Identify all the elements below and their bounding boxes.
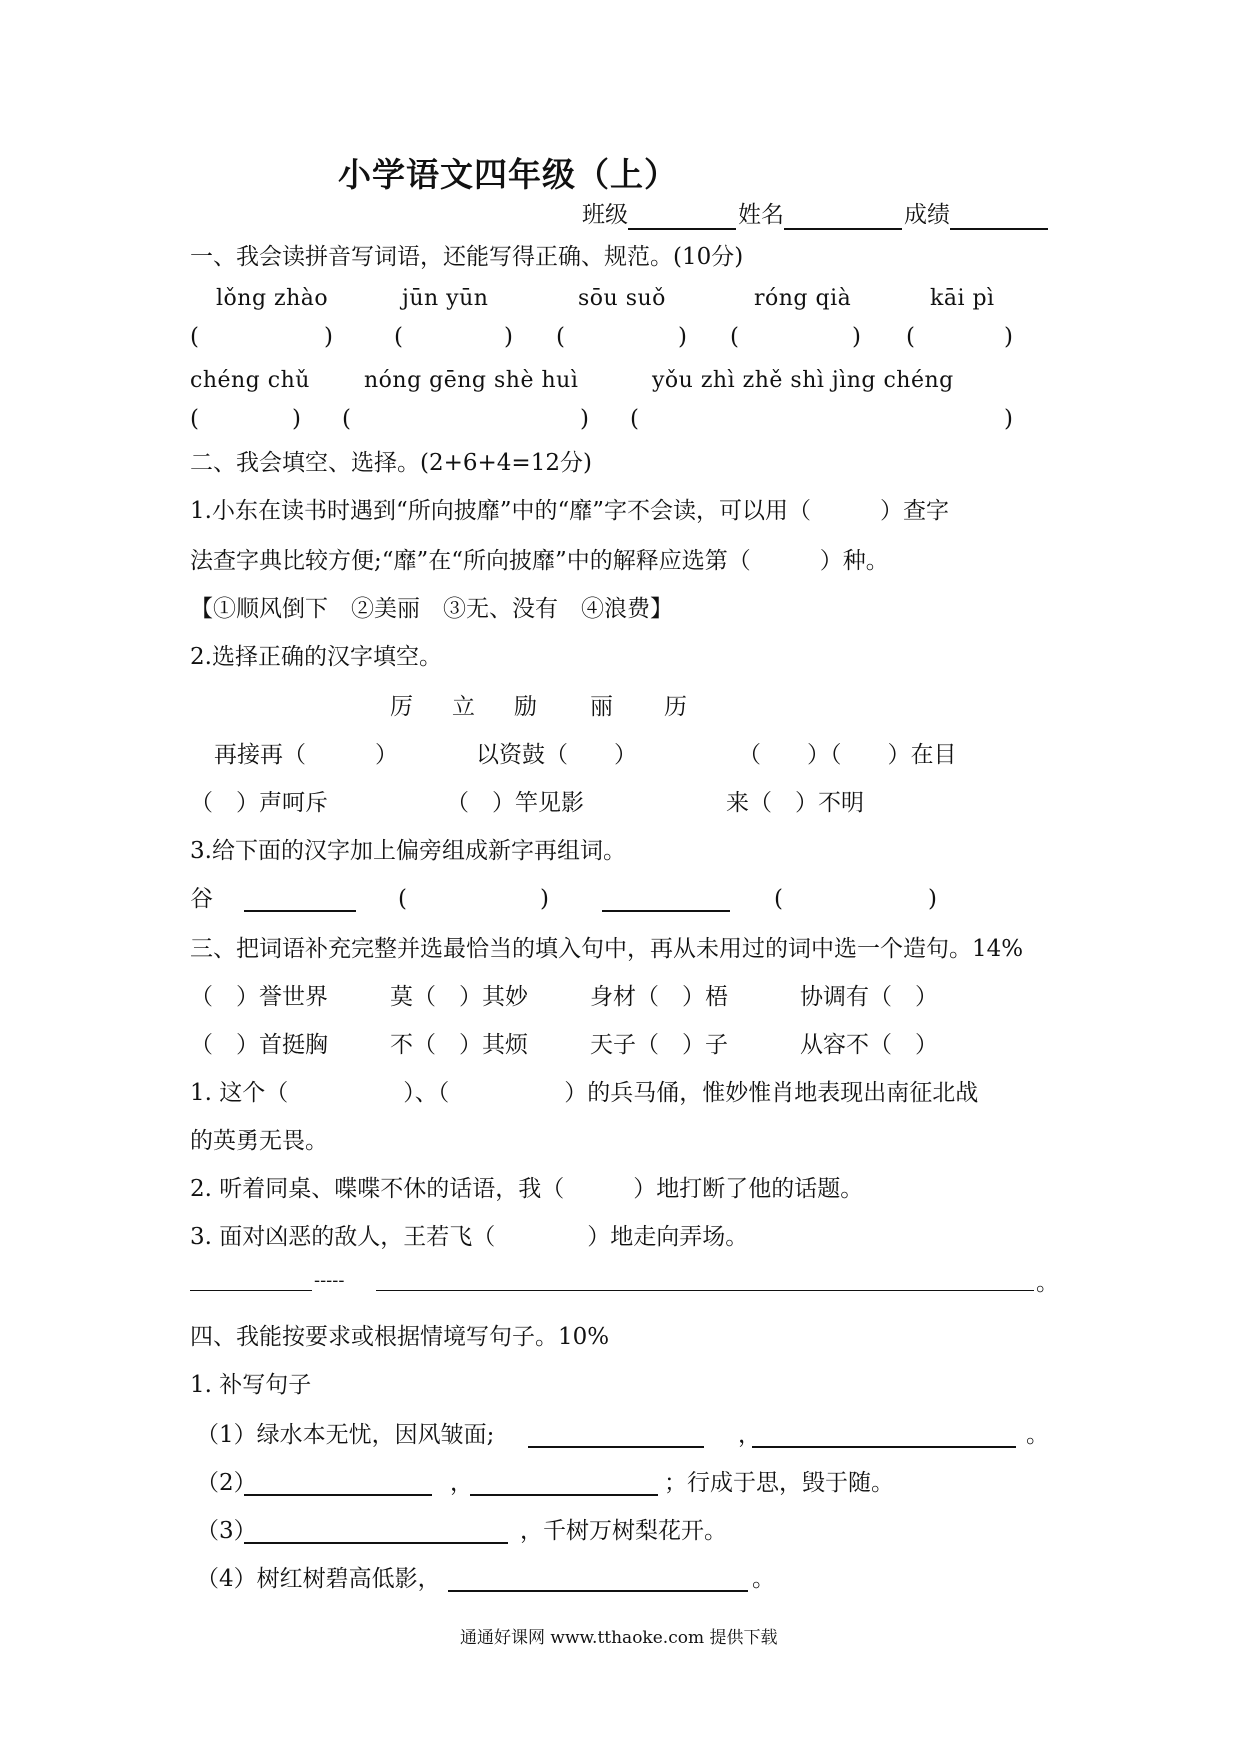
answer-bracket: ) — [1004, 406, 1013, 432]
pinyin-1: lǒng zhào — [216, 286, 329, 311]
question-2-1-line2: 法查字典比较方便;“靡”在“所向披靡”中的解释应选第（ ）种。 — [190, 548, 889, 574]
word-fill[interactable]: 从容不（ ） — [800, 1032, 938, 1058]
answer-bracket: ) — [540, 886, 549, 912]
answer-bracket: ) — [678, 324, 687, 350]
word-fill[interactable]: 身材（ ）梧 — [590, 984, 728, 1010]
answer-bracket[interactable]: ( — [774, 886, 783, 912]
poem-3-suffix: ，千树万树梨花开。 — [520, 1518, 727, 1544]
word-fill[interactable]: （ ）首挺胸 — [190, 1032, 328, 1058]
section-4-heading: 四、我能按要求或根据情境写句子。10% — [190, 1324, 610, 1350]
answer-bracket[interactable]: ( — [730, 324, 739, 350]
answer-bracket: ) — [324, 324, 333, 350]
word-fill[interactable]: 不（ ）其烦 — [390, 1032, 528, 1058]
answer-bracket[interactable]: ( — [190, 324, 199, 350]
period: 。 — [1026, 1422, 1049, 1448]
answer-bracket[interactable]: ( — [906, 324, 915, 350]
subsection-4-1: 1. 补写句子 — [190, 1372, 312, 1398]
sentence-1-line2: 的英勇无畏。 — [190, 1128, 328, 1154]
pinyin-7: nóng gēng shè huì — [364, 368, 579, 393]
answer-bracket: ) — [928, 886, 937, 912]
answer-bracket: ) — [852, 324, 861, 350]
sentence-3: 3. 面对凶恶的敌人，王若飞（ ）地走向弄场。 — [190, 1224, 749, 1250]
pinyin-3: sōu suǒ — [578, 286, 666, 311]
poem-1-prefix: （1）绿水本无忧，因风皱面; — [196, 1422, 495, 1448]
poem-blank[interactable] — [470, 1468, 658, 1496]
question-2-1-options: 【①顺风倒下 ②美丽 ③无、没有 ④浪费】 — [190, 596, 673, 622]
name-label: 姓名 — [738, 202, 784, 228]
word-fill[interactable]: 协调有（ ） — [800, 984, 938, 1010]
make-sentence-line[interactable] — [190, 1290, 312, 1291]
radical-char: 谷 — [190, 886, 213, 912]
comma: ， — [450, 1470, 473, 1496]
idiom-fill[interactable]: 再接再（ ） — [214, 742, 398, 768]
page-title: 小学语文四年级（上） — [338, 155, 678, 194]
pinyin-4: róng qià — [754, 286, 852, 311]
answer-bracket: ) — [1004, 324, 1013, 350]
char-option: 励 — [514, 694, 537, 720]
comma: ， — [738, 1422, 761, 1448]
idiom-fill[interactable]: 来（ ）不明 — [726, 790, 864, 816]
section-2-heading: 二、我会填空、选择。(2+6+4=12分) — [190, 450, 592, 476]
poem-blank[interactable] — [448, 1564, 748, 1592]
sentence-2: 2. 听着同桌、喋喋不休的话语，我（ ）地打断了他的话题。 — [190, 1176, 864, 1202]
answer-bracket[interactable]: ( — [190, 406, 199, 432]
score-blank[interactable] — [950, 204, 1048, 230]
make-sentence-line[interactable] — [376, 1290, 1034, 1291]
poem-blank[interactable] — [244, 1468, 432, 1496]
section-1-heading: 一、我会读拼音写词语，还能写得正确、规范。(10分) — [190, 244, 744, 270]
footer-text: 通通好课网 www.tthaoke.com 提供下载 — [460, 1628, 778, 1648]
pinyin-8: yǒu zhì zhě shì jìng chéng — [652, 368, 954, 393]
idiom-fill[interactable]: （ ）竿见影 — [446, 790, 584, 816]
char-option: 厉 — [390, 694, 413, 720]
poem-2-prefix: （2） — [196, 1470, 257, 1496]
poem-4-prefix: （4）树红树碧高低影， — [196, 1566, 441, 1592]
answer-bracket[interactable]: ( — [394, 324, 403, 350]
poem-blank[interactable] — [752, 1420, 1016, 1448]
pinyin-2: jūn yūn — [402, 286, 489, 311]
idiom-fill[interactable]: （ ）（ ）在目 — [738, 742, 957, 768]
answer-bracket[interactable]: ( — [398, 886, 407, 912]
class-label: 班级 — [582, 202, 628, 228]
pinyin-6: chéng chǔ — [190, 368, 310, 393]
period: 。 — [752, 1566, 775, 1592]
period: 。 — [1036, 1270, 1059, 1296]
dashes: ----- — [314, 1270, 345, 1291]
question-2-2: 2.选择正确的汉字填空。 — [190, 644, 442, 670]
word-fill[interactable]: 莫（ ）其妙 — [390, 984, 528, 1010]
class-blank[interactable] — [628, 204, 736, 230]
idiom-fill[interactable]: 以资鼓（ ） — [476, 742, 637, 768]
section-3-heading: 三、把词语补充完整并选最恰当的填入句中，再从未用过的词中选一个造句。14% — [190, 936, 1024, 962]
char-option: 立 — [452, 694, 475, 720]
answer-bracket[interactable]: ( — [342, 406, 351, 432]
score-label: 成绩 — [904, 202, 950, 228]
sentence-1-line1: 1. 这个（ ）、（ ）的兵马俑，惟妙惟肖地表现出南征北战 — [190, 1080, 979, 1106]
word-fill[interactable]: 天子（ ）子 — [590, 1032, 728, 1058]
char-option: 历 — [664, 694, 687, 720]
word-fill[interactable]: （ ）誉世界 — [190, 984, 328, 1010]
pinyin-5: kāi pì — [930, 286, 995, 311]
char-option: 丽 — [590, 694, 613, 720]
answer-bracket: ) — [580, 406, 589, 432]
question-2-1-line1: 1.小东在读书时遇到“所向披靡”中的“靡”字不会读，可以用（ ）查字 — [190, 498, 949, 524]
answer-bracket[interactable]: ( — [630, 406, 639, 432]
new-char-blank[interactable] — [602, 886, 730, 912]
poem-3-prefix: （3） — [196, 1518, 257, 1544]
question-2-3: 3.给下面的汉字加上偏旁组成新字再组词。 — [190, 838, 626, 864]
answer-bracket: ) — [292, 406, 301, 432]
idiom-fill[interactable]: （ ）声呵斥 — [190, 790, 328, 816]
poem-blank[interactable] — [528, 1420, 704, 1448]
poem-2-suffix: ；行成于思，毁于随。 — [664, 1470, 894, 1496]
name-blank[interactable] — [784, 204, 902, 230]
answer-bracket: ) — [504, 324, 513, 350]
answer-bracket[interactable]: ( — [556, 324, 565, 350]
new-char-blank[interactable] — [244, 886, 356, 912]
poem-blank[interactable] — [244, 1516, 508, 1544]
